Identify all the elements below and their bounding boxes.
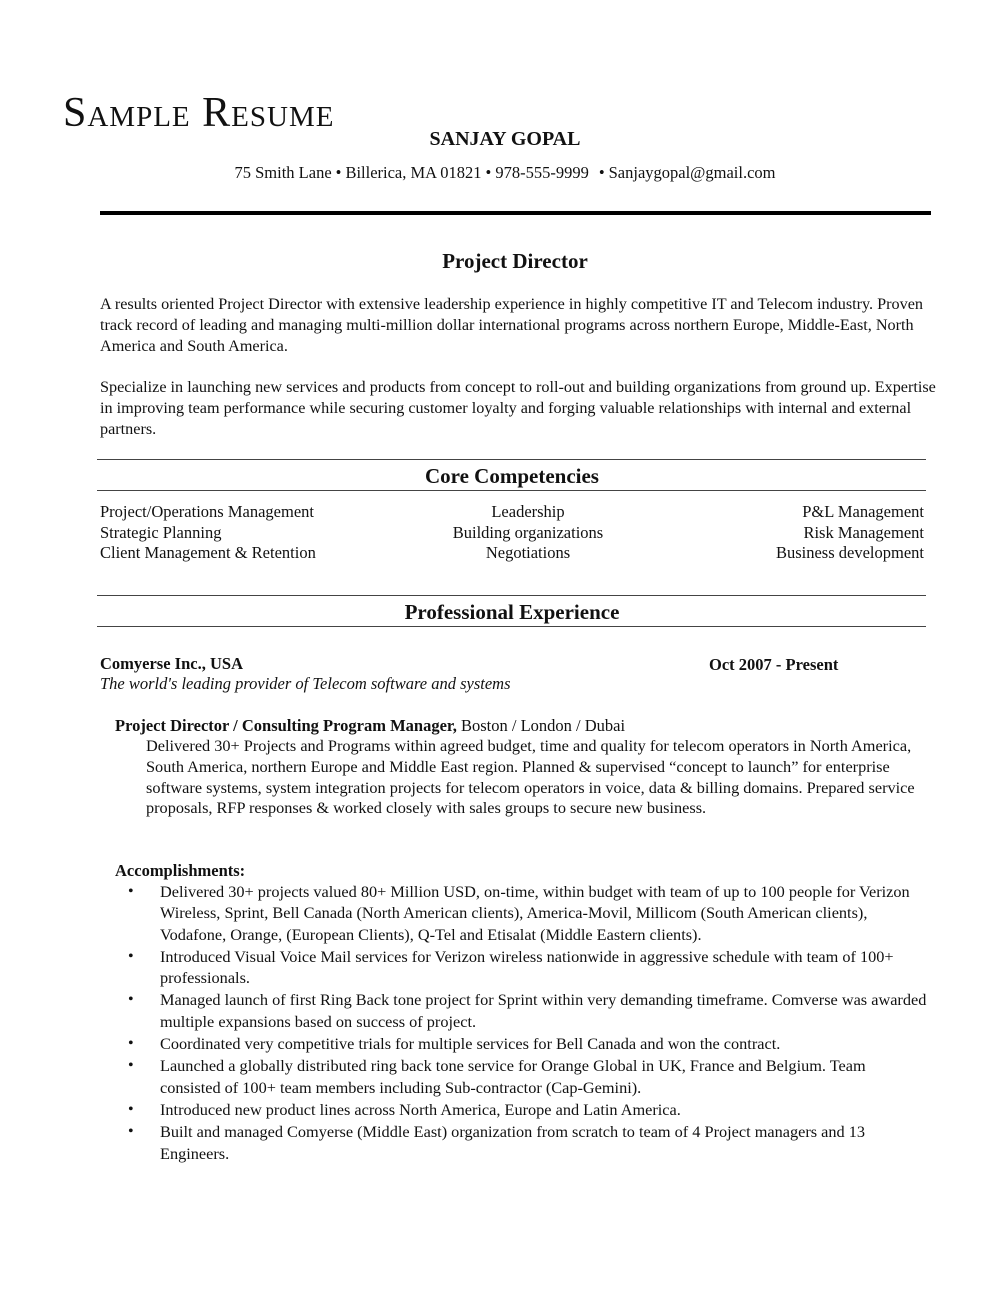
bullet-icon: • <box>128 883 134 900</box>
list-item <box>128 1099 928 1120</box>
separator-bullet: • <box>485 163 492 182</box>
list-item <box>128 946 928 989</box>
bullet-icon: • <box>128 991 134 1009</box>
section-rule-bottom <box>97 626 926 627</box>
list-item <box>128 881 928 945</box>
list-item <box>128 989 928 1032</box>
competencies-right-column <box>776 502 924 564</box>
accomplishment-text: Introduced new product lines across North America, Europe and Latin America. <box>160 1099 681 1119</box>
section-rule-top <box>97 595 926 596</box>
accomplishment-text: Built and managed Comyerse (Middle East) organization from scratch to team of 4 Project managers and 13 Engineers. <box>160 1122 866 1163</box>
core-competencies-heading: Core Competencies <box>425 464 599 488</box>
contact-line <box>0 162 1000 184</box>
section-rule-top <box>97 459 926 460</box>
bullet-icon: • <box>128 1123 134 1141</box>
competency-item: Leadership <box>491 502 565 521</box>
separator-bullet: • <box>598 163 605 182</box>
position-line <box>115 716 625 736</box>
employment-dates: Oct 2007 - Present <box>709 655 839 674</box>
accomplishment-text: Managed launch of first Ring Back tone project for Sprint within very demanding timeframe. Comverse was awarded multiple expansions based on success of project. <box>160 990 927 1031</box>
section-rule-bottom <box>97 490 926 491</box>
list-item <box>128 1121 928 1164</box>
competency-item: Strategic Planning <box>100 522 222 542</box>
bullet-icon: • <box>128 1057 134 1075</box>
competency-item: Building organizations <box>452 522 604 542</box>
competency-item: P&L Management <box>802 502 924 521</box>
position-title: Project Director / Consulting Program Manager, <box>115 716 457 735</box>
accomplishments-heading: Accomplishments: <box>115 861 246 880</box>
competency-item: Project/Operations Management <box>100 502 314 521</box>
company-tagline: The world's leading provider of Telecom software and systems <box>100 674 511 693</box>
position-location: Boston / London / Dubai <box>456 716 626 735</box>
accomplishment-text: Delivered 30+ projects valued 80+ Million USD, on-time, within budget with team of up to 100 people for Verizon Wireless, Sprint, Bell Canada (North American clients), America-Movil, Millicom (South American clients), Vodafone, Orange, (European Clients), Q-Tel and Etisalat (Middle Eastern clients). <box>160 882 910 944</box>
competency-item: Client Management & Retention <box>100 543 316 562</box>
bullet-icon: • <box>128 1035 134 1053</box>
competency-item: Business development <box>775 543 924 562</box>
list-item <box>128 1033 928 1054</box>
separator-bullet: • <box>335 163 342 182</box>
header-divider <box>100 211 931 215</box>
accomplishments-list <box>128 881 928 1165</box>
banner-title: Sample Resume <box>63 90 335 136</box>
summary-paragraph-1: A results oriented Project Director with extensive leadership experience in highly competitive IT and Telecom industry. Proven track record of leading and managing multi-million dollar international programs across northern Europe, Middle-East, North America and South America. <box>100 295 923 355</box>
competency-item: Risk Management <box>803 522 924 542</box>
address-street: 75 Smith Lane <box>234 163 332 182</box>
professional-experience-heading: Professional Experience <box>404 600 620 624</box>
summary-paragraph-2: Specialize in launching new services and products from concept to roll-out and building organizations from ground up. Expertise in improving team performance while securing customer loyalty and forging valuable relationships with internal and external partners. <box>100 378 936 438</box>
bullet-icon: • <box>128 947 134 965</box>
email-address: Sanjaygopal@gmail.com <box>608 163 776 182</box>
accomplishment-text: Launched a globally distributed ring back tone service for Orange Global in UK, France and Belgium. Team consisted of 100+ team members including Sub-contractor (Cap-Gemini). <box>160 1056 866 1097</box>
candidate-name: SANJAY GOPAL <box>429 128 581 150</box>
company-name: Comyerse Inc., USA <box>100 654 243 673</box>
bullet-icon: • <box>128 1100 134 1118</box>
phone-number: 978-555-9999 <box>495 163 589 182</box>
competencies-middle-column <box>408 502 648 564</box>
address-city: Billerica, MA 01821 <box>345 163 482 182</box>
accomplishment-text: Coordinated very competitive trials for multiple services for Bell Canada and won the contract. <box>160 1034 781 1054</box>
competency-item: Negotiations <box>485 543 571 562</box>
competencies-left-column <box>100 502 316 564</box>
position-description: Delivered 30+ Projects and Programs within agreed budget, time and quality for telecom operators in North America, South America, northern Europe and Middle East region. Planned & supervised “concept to launch” for enterprise software systems, system integration projects for telecom operators in voice, data & billing domains. Prepared service proposals, RFP responses & worked closely with sales groups to secure new business. <box>146 736 915 818</box>
accomplishment-text: Introduced Visual Voice Mail services for Verizon wireless nationwide in aggressive schedule with team of 100+ professionals. <box>160 946 894 988</box>
role-title: Project Director <box>442 249 588 273</box>
list-item <box>128 1055 928 1098</box>
